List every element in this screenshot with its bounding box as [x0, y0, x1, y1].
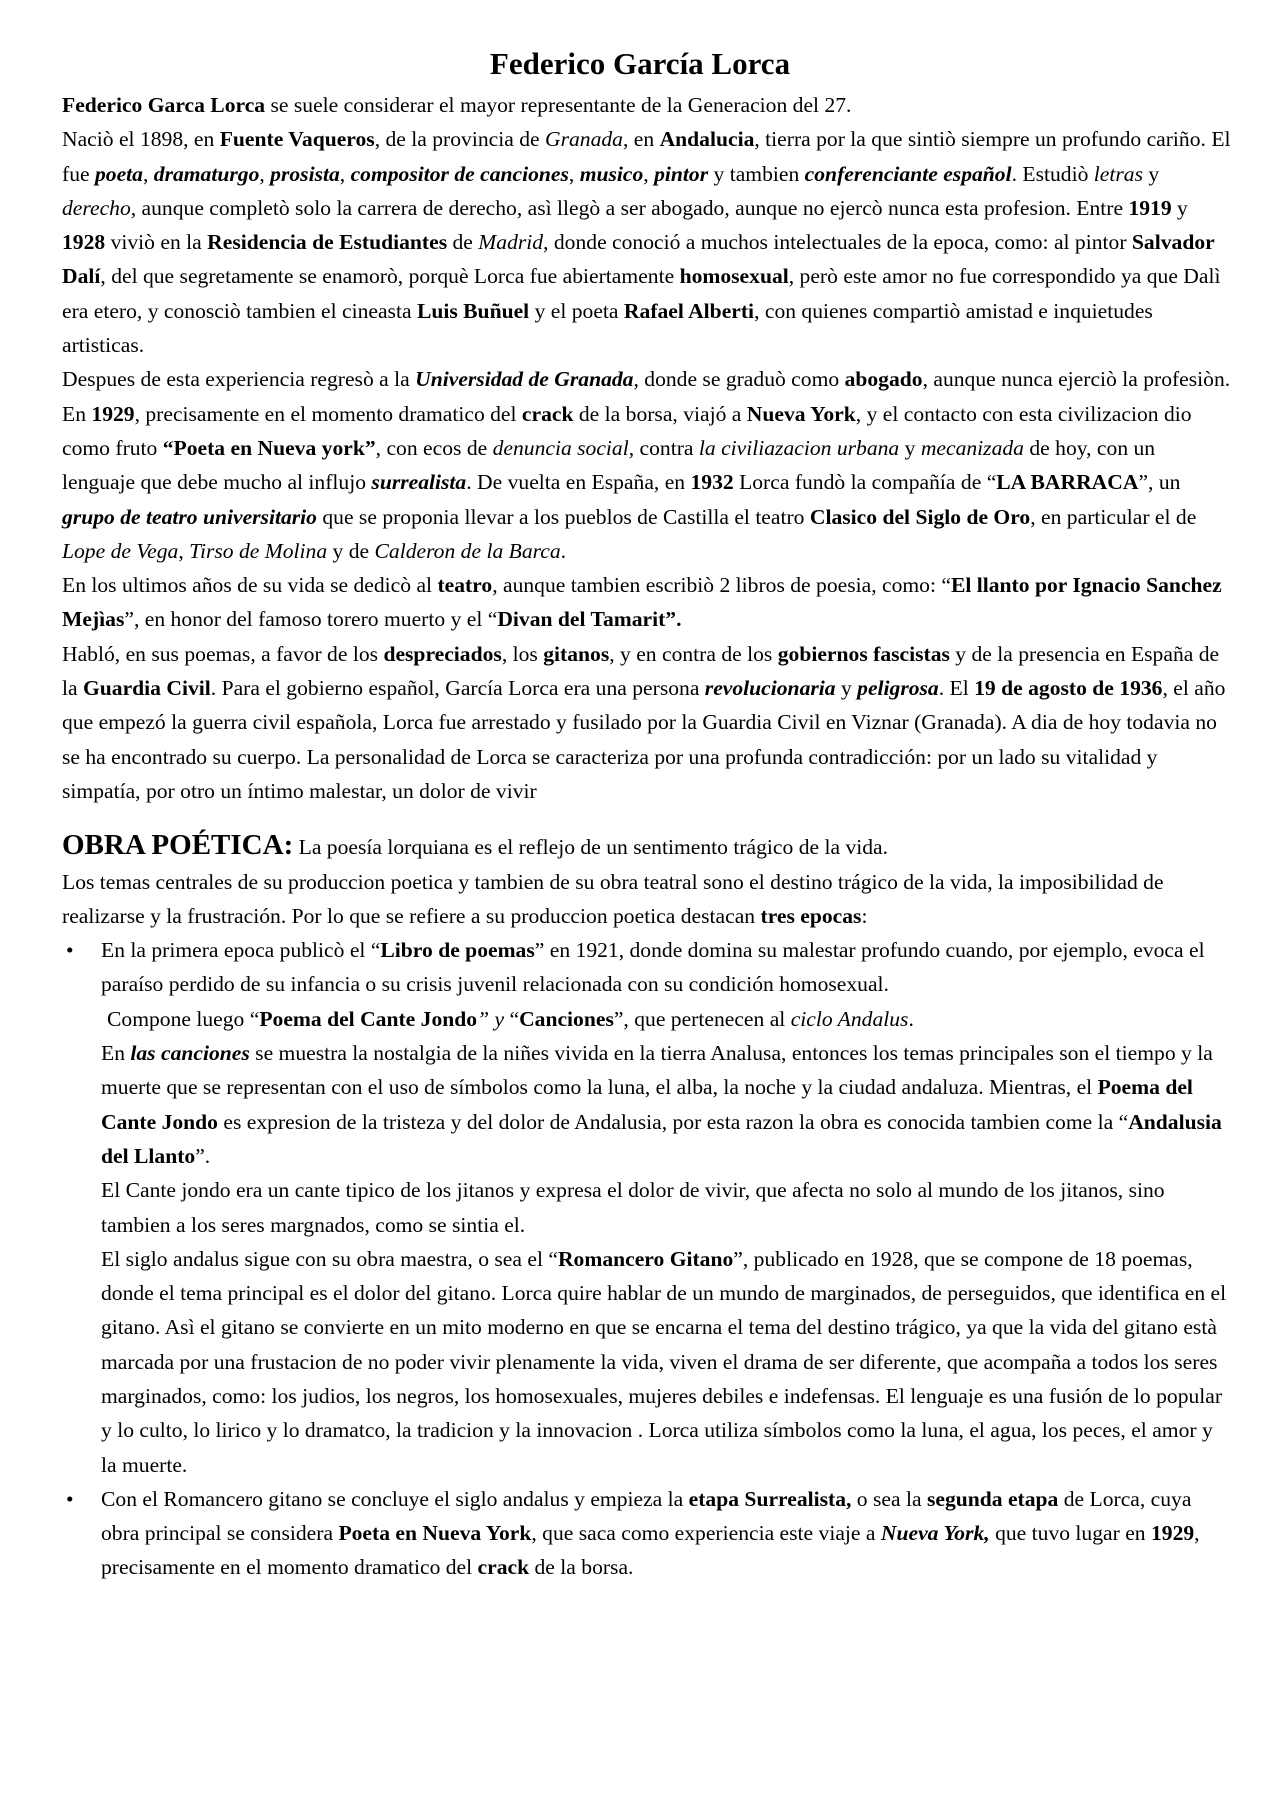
text-run: En los ultimos años de su vida se dedicò al — [62, 573, 438, 598]
bio-paragraph-death — [62, 637, 1232, 808]
text-run: , aunque nunca ejerciò la profesiòn. En — [62, 367, 1231, 426]
page-title: Federico García Lorca — [489, 46, 791, 81]
text-run: , — [142, 161, 154, 186]
text-run: “Poeta en Nueva york” — [162, 435, 376, 460]
text-run: conferenciante español — [804, 161, 1012, 186]
text-run: 1929 — [91, 401, 135, 426]
text-run: de la borsa, viajó a — [573, 401, 747, 426]
text-run: , en — [622, 127, 660, 152]
text-run: Poeta en Nueva York — [338, 1521, 532, 1546]
text-run: , donde se graduò como — [633, 367, 845, 392]
text-run: LA BARRACA — [996, 470, 1139, 495]
text-run: crack — [521, 401, 574, 426]
text-run: , y en contra de los — [609, 641, 778, 666]
text-run: ”, en honor del famoso torero muerto y el “ — [124, 607, 498, 632]
text-run: ” en 1921, donde domina su malestar profundo cuando, por ejemplo, evoca el paraíso perdido de su infancia o su crisis juvenil relacionada con su condición homosexual. — [101, 938, 1205, 997]
text-run: de hoy, con un lenguaje que debe mucho al influjo — [62, 435, 1156, 495]
text-run: o sea la — [851, 1486, 927, 1511]
text-run: denuncia social — [492, 435, 629, 460]
text-run: ciclo Andalus — [790, 1006, 909, 1031]
text-run: mecanizada — [920, 435, 1024, 460]
text-run: se muestra la nostalgia de la niñes vivida en la tierra Analusa, entonces los temas principales son el tiempo y la muerte que se representan con el uso de símbolos como la luna, el alba, la noche y la ciudad andaluza. Mientras, el — [101, 1041, 1213, 1100]
text-run: 1929 — [1150, 1521, 1195, 1546]
text-run: , — [643, 161, 655, 186]
text-run: , però este amor no fue correspondido ya que Dalì era etero, y conosciò tambien el cineasta — [62, 264, 1221, 323]
text-run: Guardia Civil — [82, 676, 211, 701]
text-run: Residencia de Estudiantes — [207, 230, 448, 255]
text-run: “ — [504, 1006, 520, 1031]
text-run: y — [1171, 195, 1188, 220]
text-run: Clasico del Siglo de Oro — [809, 504, 1031, 529]
text-run: la civiliazacion urbana — [698, 435, 900, 460]
text-run: 19 de agosto de 1936 — [974, 676, 1163, 701]
text-run: , de la provincia de — [374, 127, 545, 152]
epoch-list-item-first — [62, 933, 1232, 1482]
text-run: . Para el gobierno español, García Lorca era una persona — [210, 676, 705, 701]
text-run: etapa Surrealista, — [688, 1486, 852, 1511]
text-run: revolucionaria — [704, 676, 836, 701]
text-run: y — [1142, 161, 1160, 186]
text-run: Granada — [545, 127, 623, 152]
text-run: grupo de teatro universitario — [62, 504, 317, 529]
section-heading: OBRA POÉTICA: — [62, 829, 294, 862]
text-run: Fuente Vaqueros — [219, 127, 375, 152]
text-run: que tuvo lugar en — [989, 1521, 1151, 1546]
text-run: , — [178, 538, 190, 563]
text-run: Madrid — [478, 230, 544, 255]
text-run: , aunque completò solo la carrera de derecho, asì llegò a ser abogado, aunque no ejercò nunca esta profesion. Entre — [130, 195, 1129, 220]
text-run: Canciones — [519, 1006, 614, 1031]
text-run: Rafael Alberti — [623, 298, 755, 323]
text-run: , con ecos de — [375, 435, 493, 460]
text-run: Los temas centrales de su produccion poetica y tambien de su obra teatral sono el destino trágico de la vida, la imposibilidad de realizarse y la frustración. Por lo que se refiere a su produccion poetica destacan — [62, 869, 1164, 928]
text-run: . — [908, 1006, 914, 1031]
text-run: Nueva York, — [880, 1521, 990, 1546]
document-body — [62, 88, 1232, 1585]
text-run: letras — [1093, 161, 1143, 186]
obra-intro-paragraph — [62, 865, 1232, 934]
text-run: , en particular el de — [1030, 504, 1197, 529]
text-run: homosexual — [679, 264, 789, 289]
text-run: , — [259, 161, 271, 186]
text-run: que se proponia llevar a los pueblos de Castilla el teatro — [316, 504, 810, 529]
text-run: 1928 — [62, 230, 106, 255]
text-run: Despues de esta experiencia regresò a la — [62, 367, 416, 392]
text-run: , — [568, 161, 580, 186]
bio-paragraph-intro — [62, 88, 1232, 122]
text-run: . — [560, 538, 567, 563]
text-run: Poema del Cante Jondo — [259, 1006, 478, 1031]
text-run: , aunque tambien escribiò 2 libros de poesia, como: “ — [492, 573, 951, 598]
text-run: Salvador Dalí — [62, 230, 1215, 289]
text-run: gitanos — [543, 641, 610, 666]
text-run: gobiernos fascistas — [777, 641, 950, 666]
text-run: El siglo andalus sigue con su obra maestra, o sea el “ — [101, 1246, 558, 1271]
text-run: , que saca como experiencia este viaje a — [531, 1521, 881, 1546]
epoch1-cante-jondo-explanation — [101, 1173, 1232, 1242]
text-run: ” — [477, 1006, 495, 1031]
text-run: segunda etapa — [926, 1486, 1059, 1511]
text-run: abogado — [844, 367, 923, 392]
text-run: , contra — [628, 435, 699, 460]
text-run: , el año que empezó la guerra civil española, Lorca fue arrestado y fusilado por la Guardia Civil en Viznar (Granada). A dia de hoy todavia no se ha encontrado su cuerpo. La personalidad de Lorca se caracteriza por una profunda contradicción: por un lado su vitalidad y simpatía, por otro un íntimo malestar, un dolor de vivir — [62, 676, 1226, 803]
text-run: crack — [477, 1555, 530, 1580]
bio-paragraph-last-years — [62, 568, 1232, 637]
text-run: Nueva York — [746, 401, 856, 426]
text-run: Romancero Gitano — [557, 1246, 734, 1271]
text-run: Andalusia del Llanto — [101, 1109, 1222, 1168]
text-run: Libro de poemas — [380, 938, 535, 963]
bio-paragraph-early-life — [62, 122, 1232, 362]
text-run: y tambien — [708, 161, 805, 186]
text-run: , tierra por la que sintiò siempre un profundo cariño. El fue — [62, 127, 1231, 186]
text-run: , del que segretamente se enamorò, porquè Lorca fue abiertamente — [100, 264, 680, 289]
text-run: ”, publicado en 1928, que se compone de 18 poemas, donde el tema principal es el dolor del gitano. Lorca quire hablar de un mundo de marginados, de perseguidos, que identifica en el gitano. Asì el gitano se convierte en un mito moderno en que se encarna el tema del destino trágico, ya que la vida del gitano està marcada por una frustacion de no poder vivir plenamente la vida, viven el drama de ser diferente, que acompaña a todos los seres marginados, como: los judios, los negros, los homosexuales, mujeres debiles e indefensas. El lenguaje es una fusión de lo popular y lo culto, lo lirico y lo dramatco, la tradicion y la innovacion . Lorca utiliza símbolos como la luna, el agua, los peces, el amor y la muerte. — [101, 1246, 1227, 1477]
section-heading-subtitle: La poesía lorquiana es el reflejo de un sentimento trágico de la vida. — [293, 835, 889, 860]
epoch1-las-canciones — [101, 1036, 1232, 1173]
text-run: Habló, en sus poemas, a favor de los — [62, 641, 384, 666]
text-run: Lope de Vega — [62, 538, 179, 563]
text-run: , precisamente en el momento dramatico del — [101, 1521, 1200, 1580]
bullet-icon: • — [66, 1486, 74, 1511]
text-run: y — [899, 435, 921, 460]
text-run: Divan del Tamarit”. — [497, 607, 682, 632]
text-run: se suele considerar el mayor representante de la Generacion del 27. — [265, 93, 852, 117]
text-run: y — [494, 1006, 505, 1031]
text-run: El llanto por Ignacio Sanchez Mejìas — [62, 573, 1222, 632]
text-run: Tirso de Molina — [189, 538, 328, 563]
epoch1-romancero-gitano — [101, 1242, 1232, 1482]
text-run: En — [101, 1041, 131, 1066]
text-run: , los — [501, 641, 544, 666]
text-run: viviò en la — [105, 230, 208, 255]
text-run: compositor de canciones — [350, 161, 569, 186]
text-run: Federico Garca Lorca — [62, 93, 266, 117]
text-run: , precisamente en el momento dramatico del — [134, 401, 522, 426]
bio-paragraph-granada-newyork — [62, 362, 1232, 568]
text-run: , — [339, 161, 351, 186]
text-run: de Lorca, cuya obra principal se considera — [101, 1486, 1192, 1546]
text-run: de — [447, 230, 479, 255]
epoch2-surrealist-stage — [101, 1482, 1232, 1585]
text-run: y de la presencia en España de la — [62, 641, 1220, 701]
text-run: teatro — [437, 573, 493, 598]
text-run: Luis Buñuel — [416, 298, 530, 323]
obra-heading-line — [62, 828, 1232, 864]
text-run: musico — [579, 161, 644, 186]
text-run: dramaturgo — [153, 161, 260, 186]
text-run: , con quienes compartiò amistad e inquietudes artisticas. — [62, 298, 1153, 358]
text-run: y — [835, 676, 858, 701]
text-run: Calderon de la Barca — [374, 538, 561, 563]
text-run: 1932 — [690, 470, 734, 495]
text-run: Andalucia — [659, 127, 755, 152]
text-run: las canciones — [130, 1041, 250, 1066]
text-run: poeta — [94, 161, 143, 186]
epoch-list-item-second — [62, 1482, 1232, 1585]
text-run: . El — [938, 676, 975, 701]
text-run: ”, que pertenecen al — [613, 1006, 791, 1031]
text-run: , donde conoció a muchos intelectuales de la epoca, como: al pintor — [543, 230, 1132, 255]
text-run: y de — [327, 538, 375, 563]
text-run: tres epocas — [760, 903, 862, 928]
text-run: Lorca fundò la compañía de “ — [733, 470, 997, 495]
text-run: En la primera epoca publicò el “ — [101, 938, 381, 963]
text-run: : — [861, 903, 868, 928]
text-run: El Cante jondo era un cante tipico de los jitanos y expresa el dolor de vivir, que afecta no solo al mundo de los jitanos, sino tambien a los seres margnados, como se sintia el. — [101, 1178, 1165, 1237]
text-run: . De vuelta en España, en — [466, 470, 691, 495]
text-run: Con el Romancero gitano se concluye el siglo andalus y empieza la — [101, 1486, 689, 1511]
text-run: ”, un — [1138, 470, 1181, 495]
text-run: Compone luego “ — [107, 1006, 260, 1031]
epoch1-cante-jondo-canciones — [101, 1002, 1232, 1036]
text-run: peligrosa — [857, 676, 939, 701]
text-run: Universidad de Granada — [415, 367, 634, 392]
text-run: despreciados — [383, 641, 502, 666]
text-run: prosista — [270, 161, 340, 186]
text-run: surrealista — [371, 470, 467, 495]
text-run: . Estudiò — [1011, 161, 1094, 186]
text-run: , y el contacto con esta civilizacion dio como fruto — [62, 401, 1192, 460]
text-run: 1919 — [1128, 195, 1172, 220]
epoch1-libro-de-poemas — [101, 933, 1232, 1002]
text-run: Poema del Cante Jondo — [101, 1075, 1193, 1134]
epoch-list — [62, 933, 1232, 1585]
text-run: y el poeta — [529, 298, 624, 323]
text-run: derecho — [62, 195, 131, 220]
text-run: pintor — [654, 161, 709, 186]
text-run: ”. — [195, 1143, 211, 1168]
text-run: es expresion de la tristeza y del dolor de Andalusia, por esta razon la obra es conocida tambien come la “ — [217, 1109, 1129, 1134]
bullet-icon: • — [66, 938, 74, 963]
text-run: de la borsa. — [529, 1555, 634, 1580]
text-run: Naciò el 1898, en — [62, 127, 220, 152]
